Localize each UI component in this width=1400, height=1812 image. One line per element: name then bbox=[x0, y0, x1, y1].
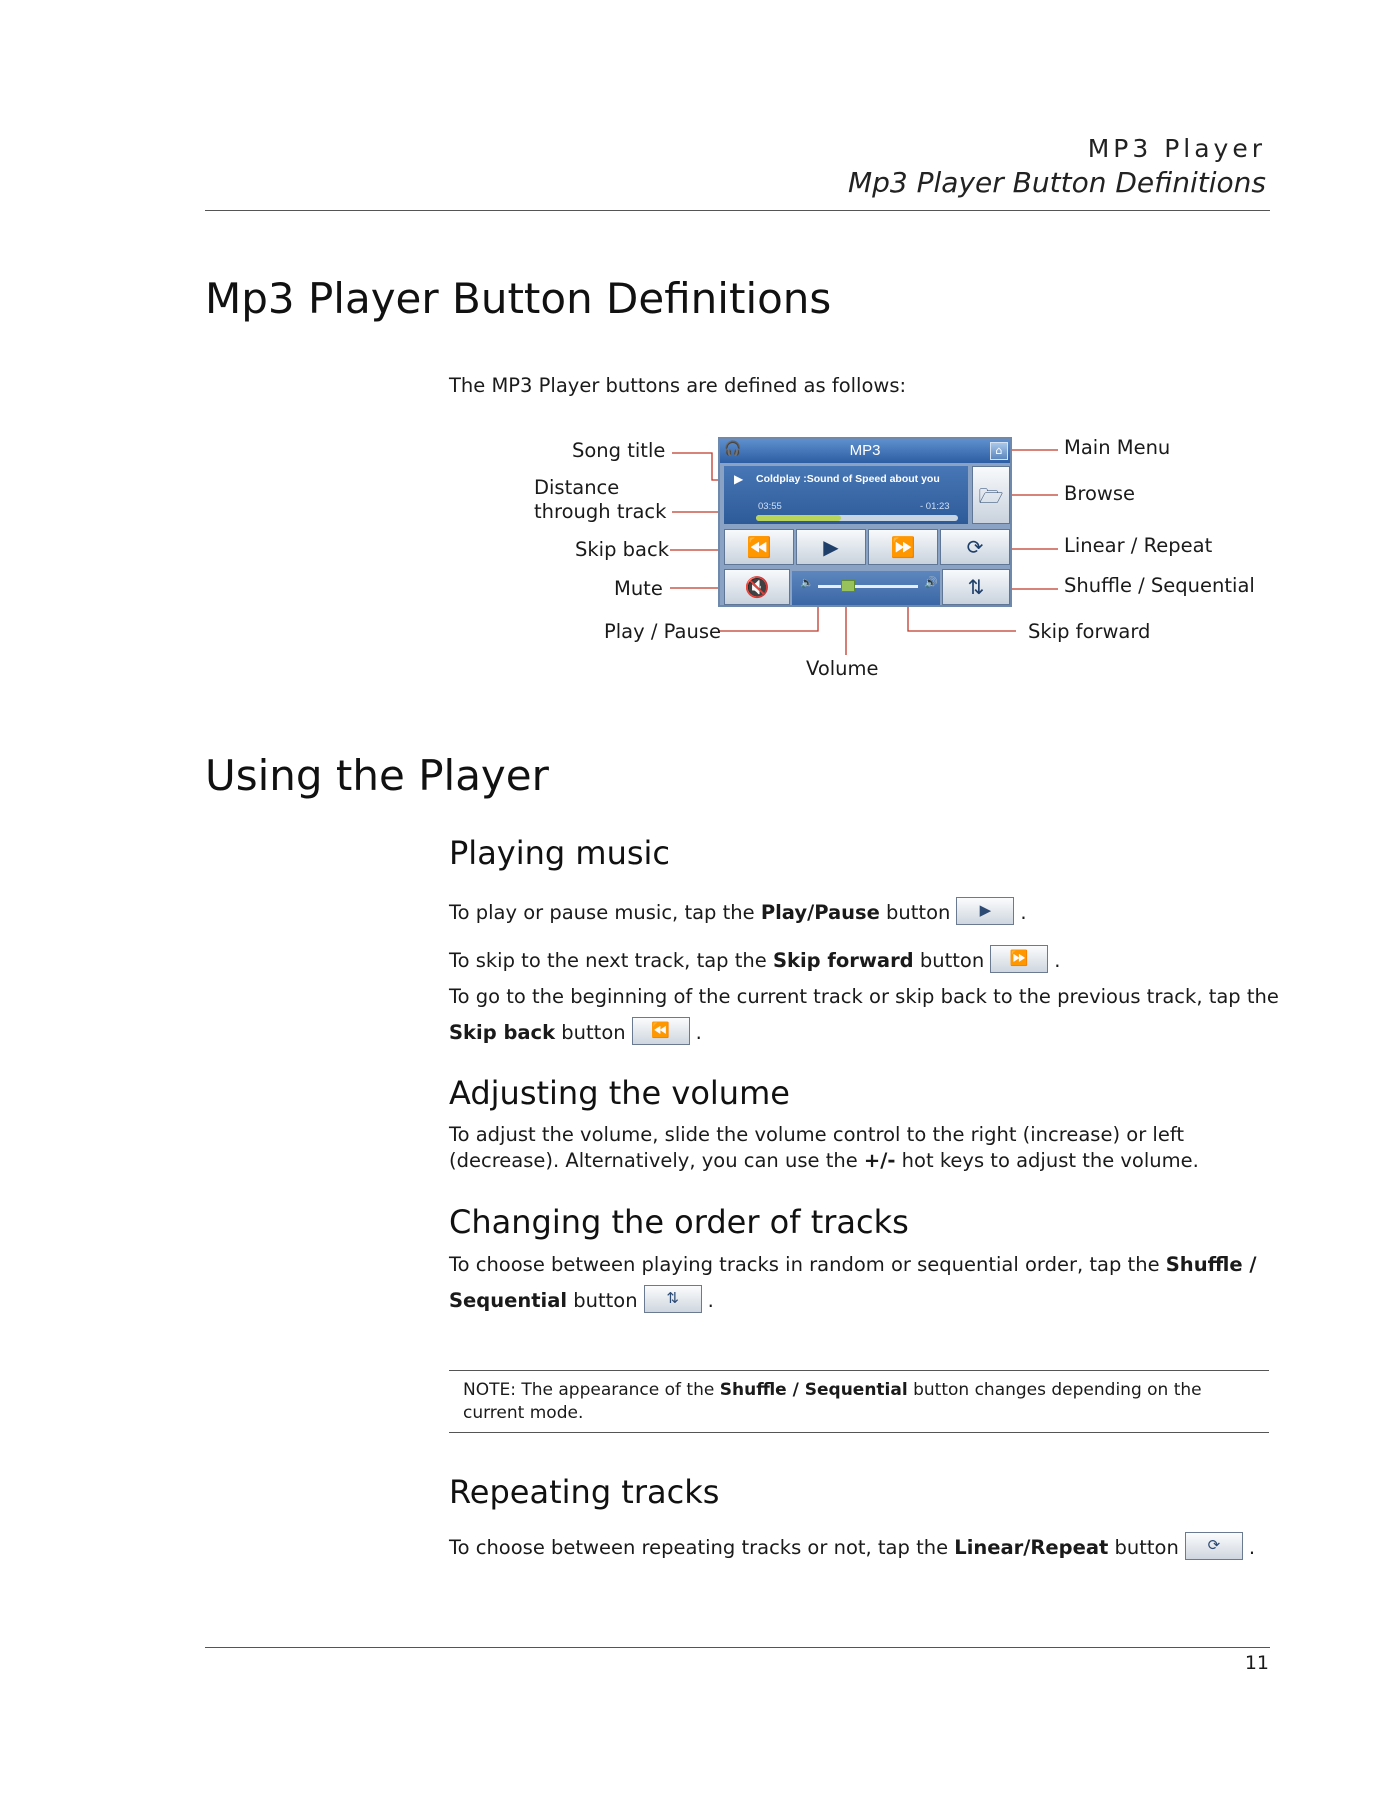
callout-skip-back: Skip back bbox=[575, 538, 670, 561]
remaining-time: - 01:23 bbox=[920, 501, 950, 512]
play-icon: ▶ bbox=[823, 535, 839, 559]
intro-paragraph: The MP3 Player buttons are defined as follows: bbox=[449, 374, 907, 397]
paragraph-play-pause: To play or pause music, tap the Play/Pause button ▶ . bbox=[449, 900, 1269, 926]
skip-forward-button[interactable] bbox=[868, 529, 938, 565]
rewind-icon: ⏪ bbox=[651, 1020, 670, 1039]
paragraph-repeat: To choose between repeating tracks or not, tap the Linear/Repeat button ⟳ . bbox=[449, 1535, 1269, 1561]
track-progress-fill bbox=[756, 515, 841, 521]
heading-adjusting-volume: Adjusting the volume bbox=[449, 1074, 790, 1112]
page-number: 11 bbox=[1244, 1652, 1269, 1674]
mp3-player-screenshot bbox=[718, 437, 1012, 607]
callout-distance-line1: Distance bbox=[534, 476, 620, 499]
skip-back-button[interactable] bbox=[724, 529, 794, 565]
header-section: Mp3 Player Button Definitions bbox=[848, 166, 1266, 199]
callout-linear-repeat: Linear / Repeat bbox=[1064, 534, 1213, 557]
callout-main-menu: Main Menu bbox=[1064, 436, 1171, 459]
mute-button[interactable] bbox=[724, 569, 790, 605]
heading-playing-music: Playing music bbox=[449, 834, 670, 872]
shuffle-sequential-button[interactable] bbox=[942, 569, 1010, 605]
callout-distance-line2: through track bbox=[534, 500, 667, 523]
note-box bbox=[449, 1370, 1269, 1433]
inline-skip-forward-button bbox=[990, 945, 1048, 973]
callout-song-title: Song title bbox=[572, 439, 666, 462]
section-title-button-definitions: Mp3 Player Button Definitions bbox=[205, 274, 832, 323]
volume-slider-knob[interactable] bbox=[841, 580, 855, 592]
callout-skip-forward: Skip forward bbox=[1028, 620, 1151, 643]
inline-shuffle-button bbox=[644, 1285, 702, 1313]
repeat-icon: ⟳ bbox=[1207, 1535, 1221, 1554]
inline-skip-back-button bbox=[632, 1017, 690, 1045]
paragraph-shuffle: To choose between playing tracks in random or sequential order, tap the Shuffle / Sequential button ⇅ . bbox=[449, 1253, 1257, 1312]
mute-icon: 🔇 bbox=[744, 575, 770, 599]
device-title: MP3 bbox=[720, 439, 1010, 463]
paragraph-skip-forward: To skip to the next track, tap the Skip forward button ⏩ . bbox=[449, 948, 1269, 974]
paragraph-skip-back: To go to the beginning of the current track or skip back to the previous track, tap the Skip back button ⏪ . bbox=[449, 985, 1279, 1044]
callout-play-pause: Play / Pause bbox=[604, 620, 721, 643]
play-indicator-icon: ▶ bbox=[734, 472, 744, 486]
fast-forward-icon: ⏩ bbox=[1009, 948, 1029, 967]
callout-browse: Browse bbox=[1064, 482, 1136, 505]
heading-changing-order: Changing the order of tracks bbox=[449, 1203, 909, 1241]
main-menu-icon[interactable]: ⌂ bbox=[990, 442, 1008, 460]
callout-shuffle-sequential: Shuffle / Sequential bbox=[1064, 574, 1255, 597]
play-pause-button[interactable] bbox=[796, 529, 866, 565]
heading-repeating-tracks: Repeating tracks bbox=[449, 1473, 720, 1511]
inline-play-button bbox=[956, 897, 1014, 925]
fast-forward-icon: ⏩ bbox=[890, 535, 916, 559]
header-chapter: MP3 Player bbox=[1087, 134, 1266, 163]
headphones-icon: 🎧 bbox=[724, 441, 742, 457]
inline-repeat-button bbox=[1185, 1532, 1243, 1560]
folder-icon: 🗁 bbox=[978, 484, 1004, 508]
rewind-icon: ⏪ bbox=[746, 535, 772, 559]
callout-volume: Volume bbox=[806, 657, 879, 680]
footer-rule bbox=[205, 1647, 1270, 1648]
volume-control bbox=[792, 571, 940, 605]
play-icon: ▶ bbox=[979, 900, 992, 919]
browse-button[interactable] bbox=[972, 466, 1010, 524]
shuffle-icon: ⇅ bbox=[666, 1288, 679, 1307]
note-text: NOTE: The appearance of the Shuffle / Sequential button changes depending on the current mode. bbox=[463, 1380, 1202, 1423]
paragraph-volume: To adjust the volume, slide the volume control to the right (increase) or left (decrease). Alternatively, you can use the +/- hot keys to adjust the volume. bbox=[449, 1123, 1199, 1172]
repeat-icon: ⟳ bbox=[966, 535, 984, 559]
callout-mute: Mute bbox=[614, 577, 663, 600]
volume-slider-track[interactable] bbox=[818, 585, 918, 588]
elapsed-time: 03:55 bbox=[758, 501, 782, 512]
song-title: Coldplay :Sound of Speed about you bbox=[756, 473, 940, 485]
volume-high-icon: 🔊 bbox=[924, 576, 938, 589]
shuffle-icon: ⇅ bbox=[967, 575, 985, 599]
section-title-using-player: Using the Player bbox=[205, 751, 549, 800]
linear-repeat-button[interactable] bbox=[940, 529, 1010, 565]
volume-low-icon: 🔈 bbox=[800, 576, 814, 589]
